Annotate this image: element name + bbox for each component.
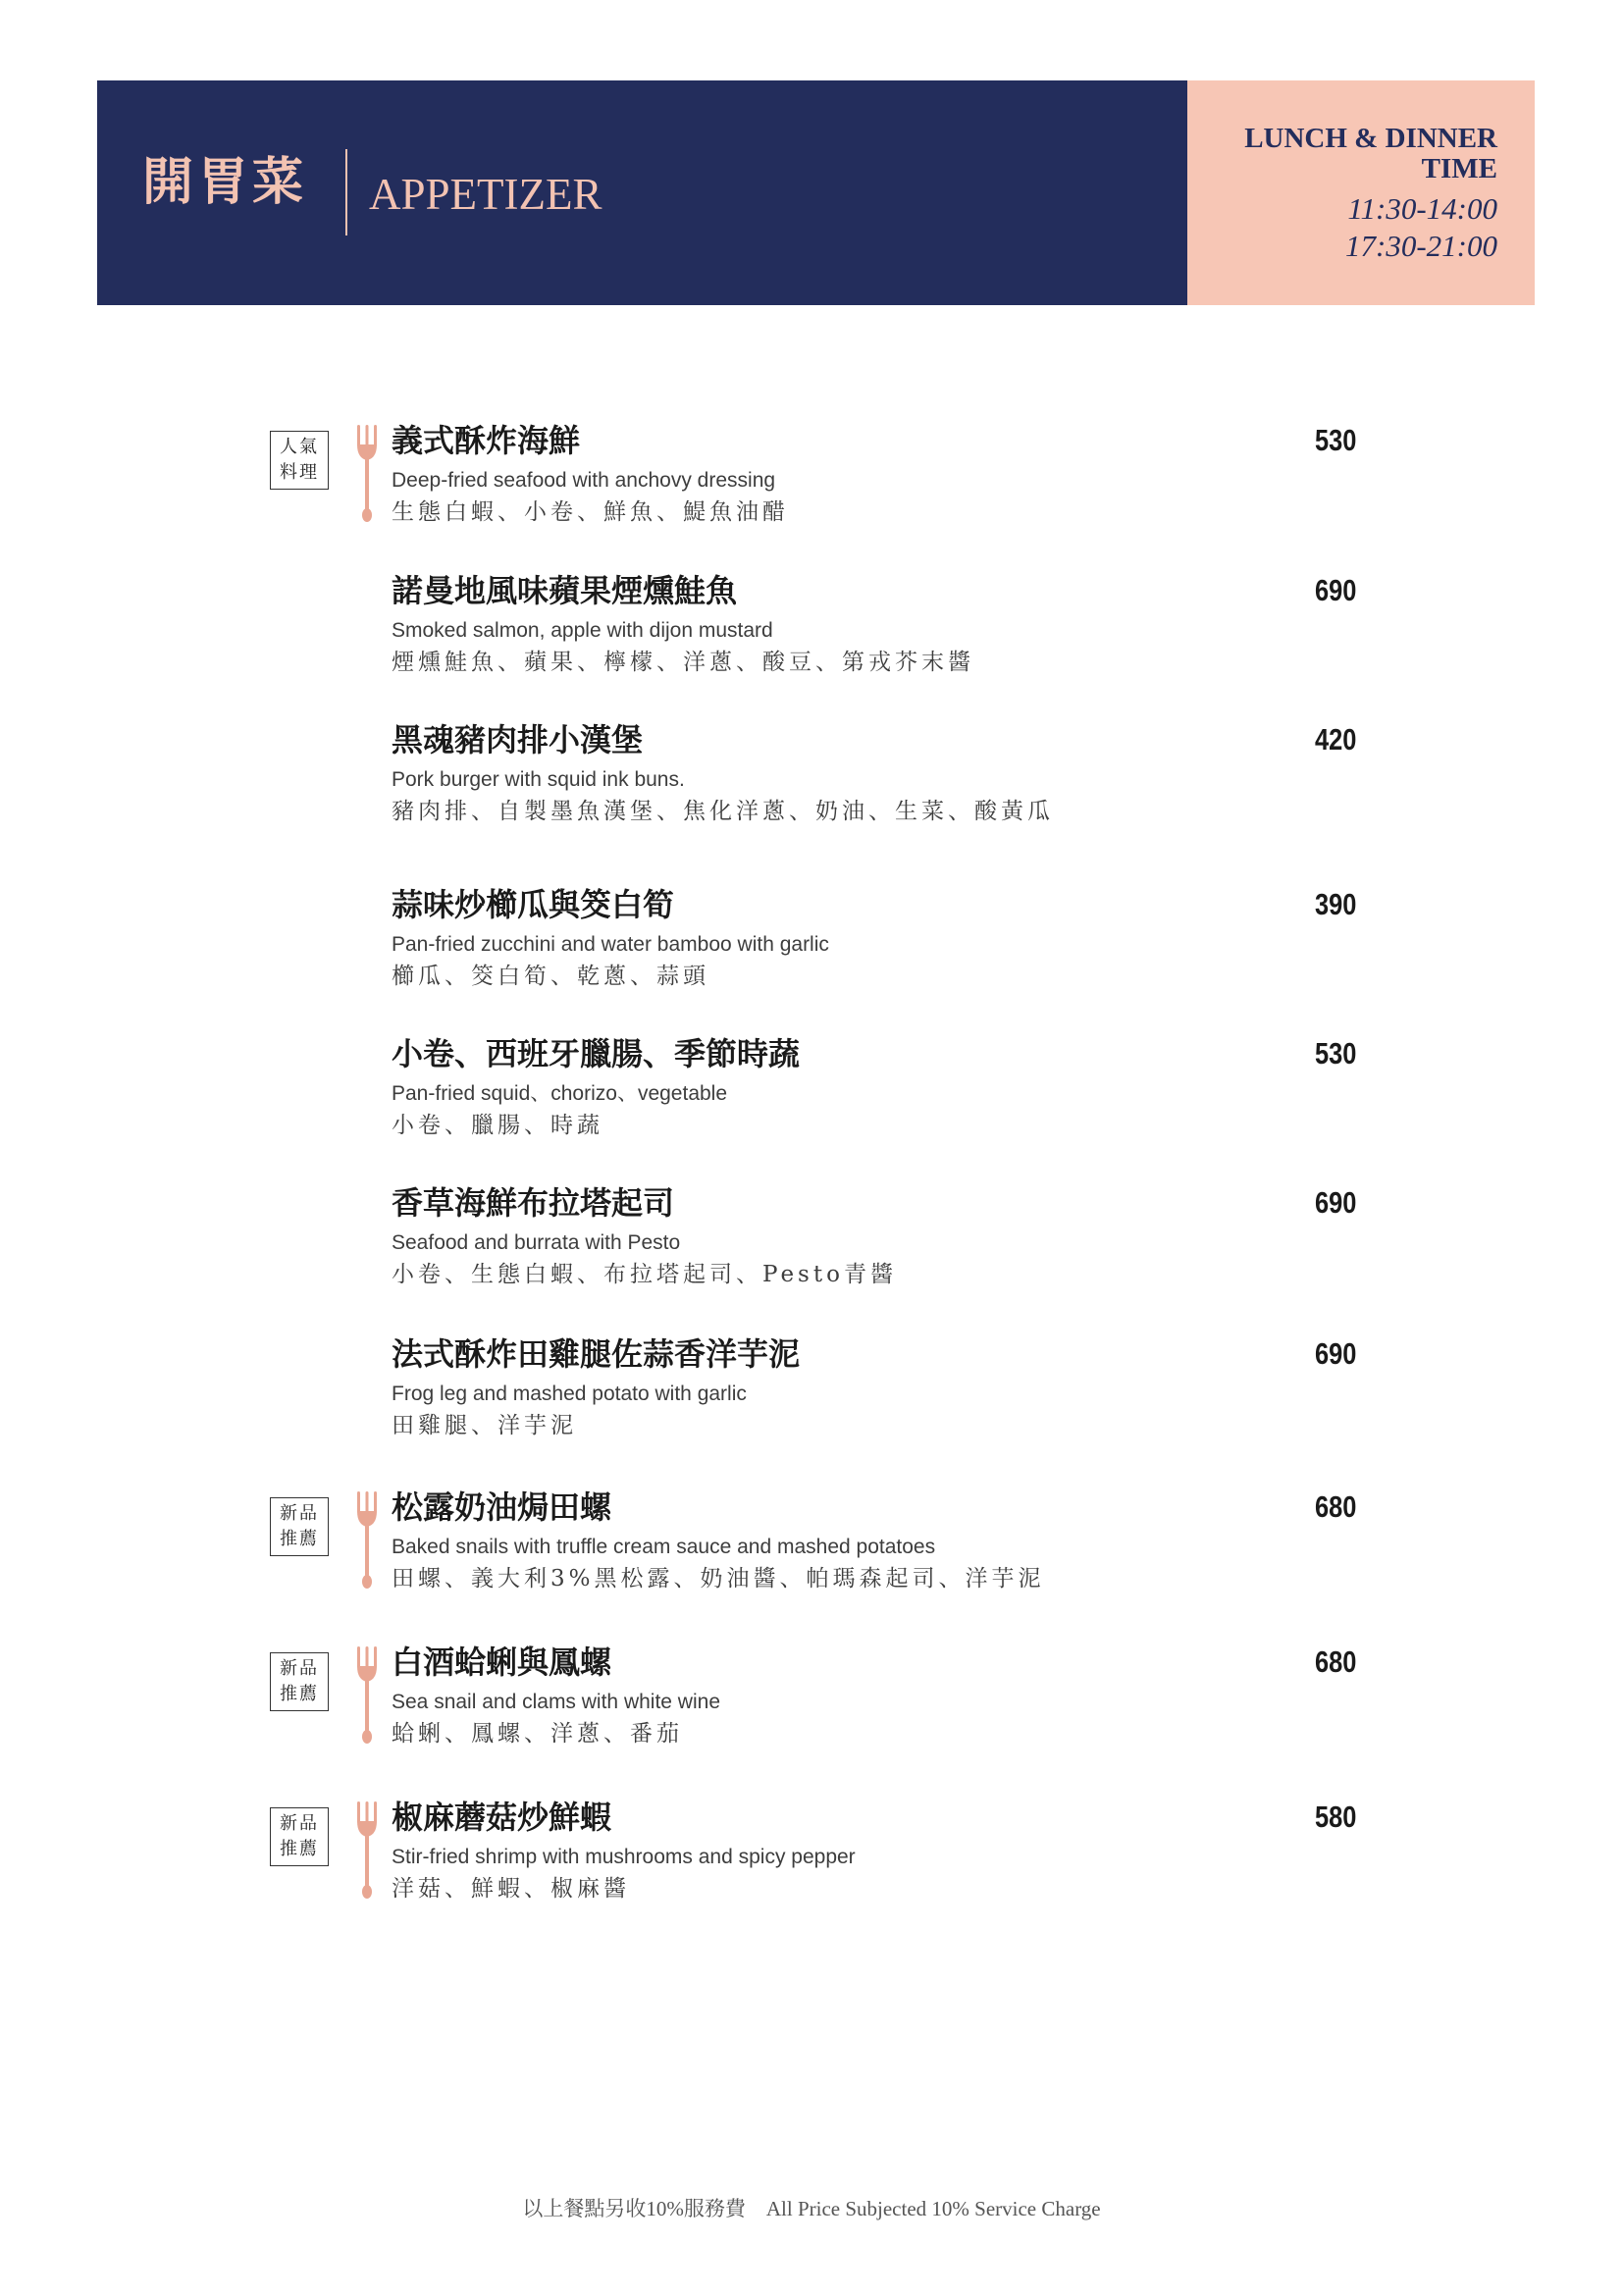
recommend-tag-label: 新品推薦: [280, 1658, 319, 1704]
item-name-en: Baked snails with truffle cream sauce and mashed potatoes: [392, 1536, 936, 1558]
dinner-time: 17:30-21:00: [1345, 229, 1497, 263]
item-price: 690: [1315, 573, 1357, 607]
item-price: 420: [1315, 722, 1357, 757]
item-price: 530: [1315, 1036, 1357, 1070]
item-name: 蒜味炒櫛瓜與筊白筍: [392, 886, 675, 923]
menu-item: [0, 721, 1623, 861]
menu-item: [0, 422, 1623, 562]
item-ingredients: 櫛瓜、筊白筍、乾蔥、蒜頭: [392, 964, 709, 989]
item-name-en: Pork burger with squid ink buns.: [392, 768, 685, 791]
recommend-tag: [270, 431, 329, 490]
item-ingredients: 豬肉排、自製墨魚漢堡、焦化洋蔥、奶油、生菜、酸黃瓜: [392, 799, 1054, 824]
recommend-tag: [270, 1652, 329, 1711]
fork-icon: [355, 425, 379, 523]
service-time-label: LUNCH & DINNER TIME: [1244, 123, 1497, 184]
item-name: 黑魂豬肉排小漢堡: [392, 721, 644, 758]
service-charge-note: [0, 2193, 1623, 2222]
item-name: 諾曼地風味蘋果煙燻鮭魚: [392, 572, 738, 609]
item-ingredients: 小卷、生態白蝦、布拉塔起司、Pesto青醬: [392, 1262, 897, 1287]
menu-item: [0, 572, 1623, 712]
item-name-en: Stir-fried shrimp with mushrooms and spicy pepper: [392, 1846, 856, 1868]
menu-item: [0, 886, 1623, 1026]
item-price: 530: [1315, 423, 1357, 457]
item-ingredients: 小卷、臘腸、時蔬: [392, 1113, 603, 1138]
page-title-zh: 開胃菜: [142, 152, 308, 212]
item-price: 690: [1315, 1336, 1357, 1371]
service-charge-zh: 以上餐點另收10%服務費: [522, 2197, 746, 2220]
item-name: 白酒蛤蜊與鳳螺: [392, 1644, 612, 1681]
item-price: 390: [1315, 887, 1357, 921]
item-ingredients: 蛤蜊、鳳螺、洋蔥、番茄: [392, 1721, 683, 1747]
item-name-en: Seafood and burrata with Pesto: [392, 1231, 681, 1254]
item-name: 義式酥炸海鮮: [392, 422, 581, 459]
title-divider: [345, 149, 347, 235]
item-price: 690: [1315, 1185, 1357, 1220]
item-name: 香草海鮮布拉塔起司: [392, 1184, 675, 1222]
recommend-tag-label: 新品推薦: [280, 1813, 319, 1859]
menu-item: [0, 1488, 1623, 1629]
service-charge-en: All Price Subjected 10% Service Charge: [765, 2197, 1101, 2220]
item-ingredients: 田雞腿、洋芋泥: [392, 1413, 577, 1438]
item-price: 680: [1315, 1644, 1357, 1679]
fork-icon: [355, 1646, 379, 1745]
recommend-tag-label: 人氣料理: [280, 437, 319, 483]
item-price: 580: [1315, 1800, 1357, 1834]
recommend-tag-label: 新品推薦: [280, 1503, 319, 1549]
item-ingredients: 生態白蝦、小卷、鮮魚、鯷魚油醋: [392, 499, 789, 525]
fork-icon: [355, 1491, 379, 1590]
page-title-en: APPETIZER: [369, 170, 602, 219]
menu-item: [0, 1801, 1623, 1939]
item-ingredients: 煙燻鮭魚、蘋果、檸檬、洋蔥、酸豆、第戎芥末醬: [392, 650, 974, 675]
menu-item: [0, 1335, 1623, 1476]
fork-icon: [355, 1801, 379, 1900]
menu-item: [0, 1035, 1623, 1175]
recommend-tag: [270, 1807, 329, 1866]
item-name: 松露奶油焗田螺: [392, 1488, 612, 1526]
item-ingredients: 田螺、義大利3%黑松露、奶油醬、帕瑪森起司、洋芋泥: [392, 1566, 1045, 1592]
item-name-en: Sea snail and clams with white wine: [392, 1691, 720, 1713]
menu-item: [0, 1184, 1623, 1325]
header-time-panel: [1187, 80, 1535, 305]
lunch-time: 11:30-14:00: [1347, 191, 1497, 226]
item-name-en: Smoked salmon, apple with dijon mustard: [392, 619, 773, 642]
item-name-en: Pan-fried zucchini and water bamboo with garlic: [392, 933, 829, 956]
item-ingredients: 洋菇、鮮蝦、椒麻醬: [392, 1876, 630, 1902]
header-title-panel: [97, 80, 1187, 305]
item-name-en: Deep-fried seafood with anchovy dressing: [392, 469, 776, 492]
item-name: 椒麻蘑菇炒鮮蝦: [392, 1799, 612, 1836]
item-name: 小卷、西班牙臘腸、季節時蔬: [392, 1035, 801, 1072]
item-name-en: Frog leg and mashed potato with garlic: [392, 1383, 747, 1405]
menu-item: [0, 1646, 1623, 1784]
recommend-tag: [270, 1497, 329, 1556]
item-name-en: Pan-fried squid、chorizo、vegetable: [392, 1082, 728, 1105]
item-price: 680: [1315, 1489, 1357, 1524]
item-name: 法式酥炸田雞腿佐蒜香洋芋泥: [392, 1335, 801, 1373]
